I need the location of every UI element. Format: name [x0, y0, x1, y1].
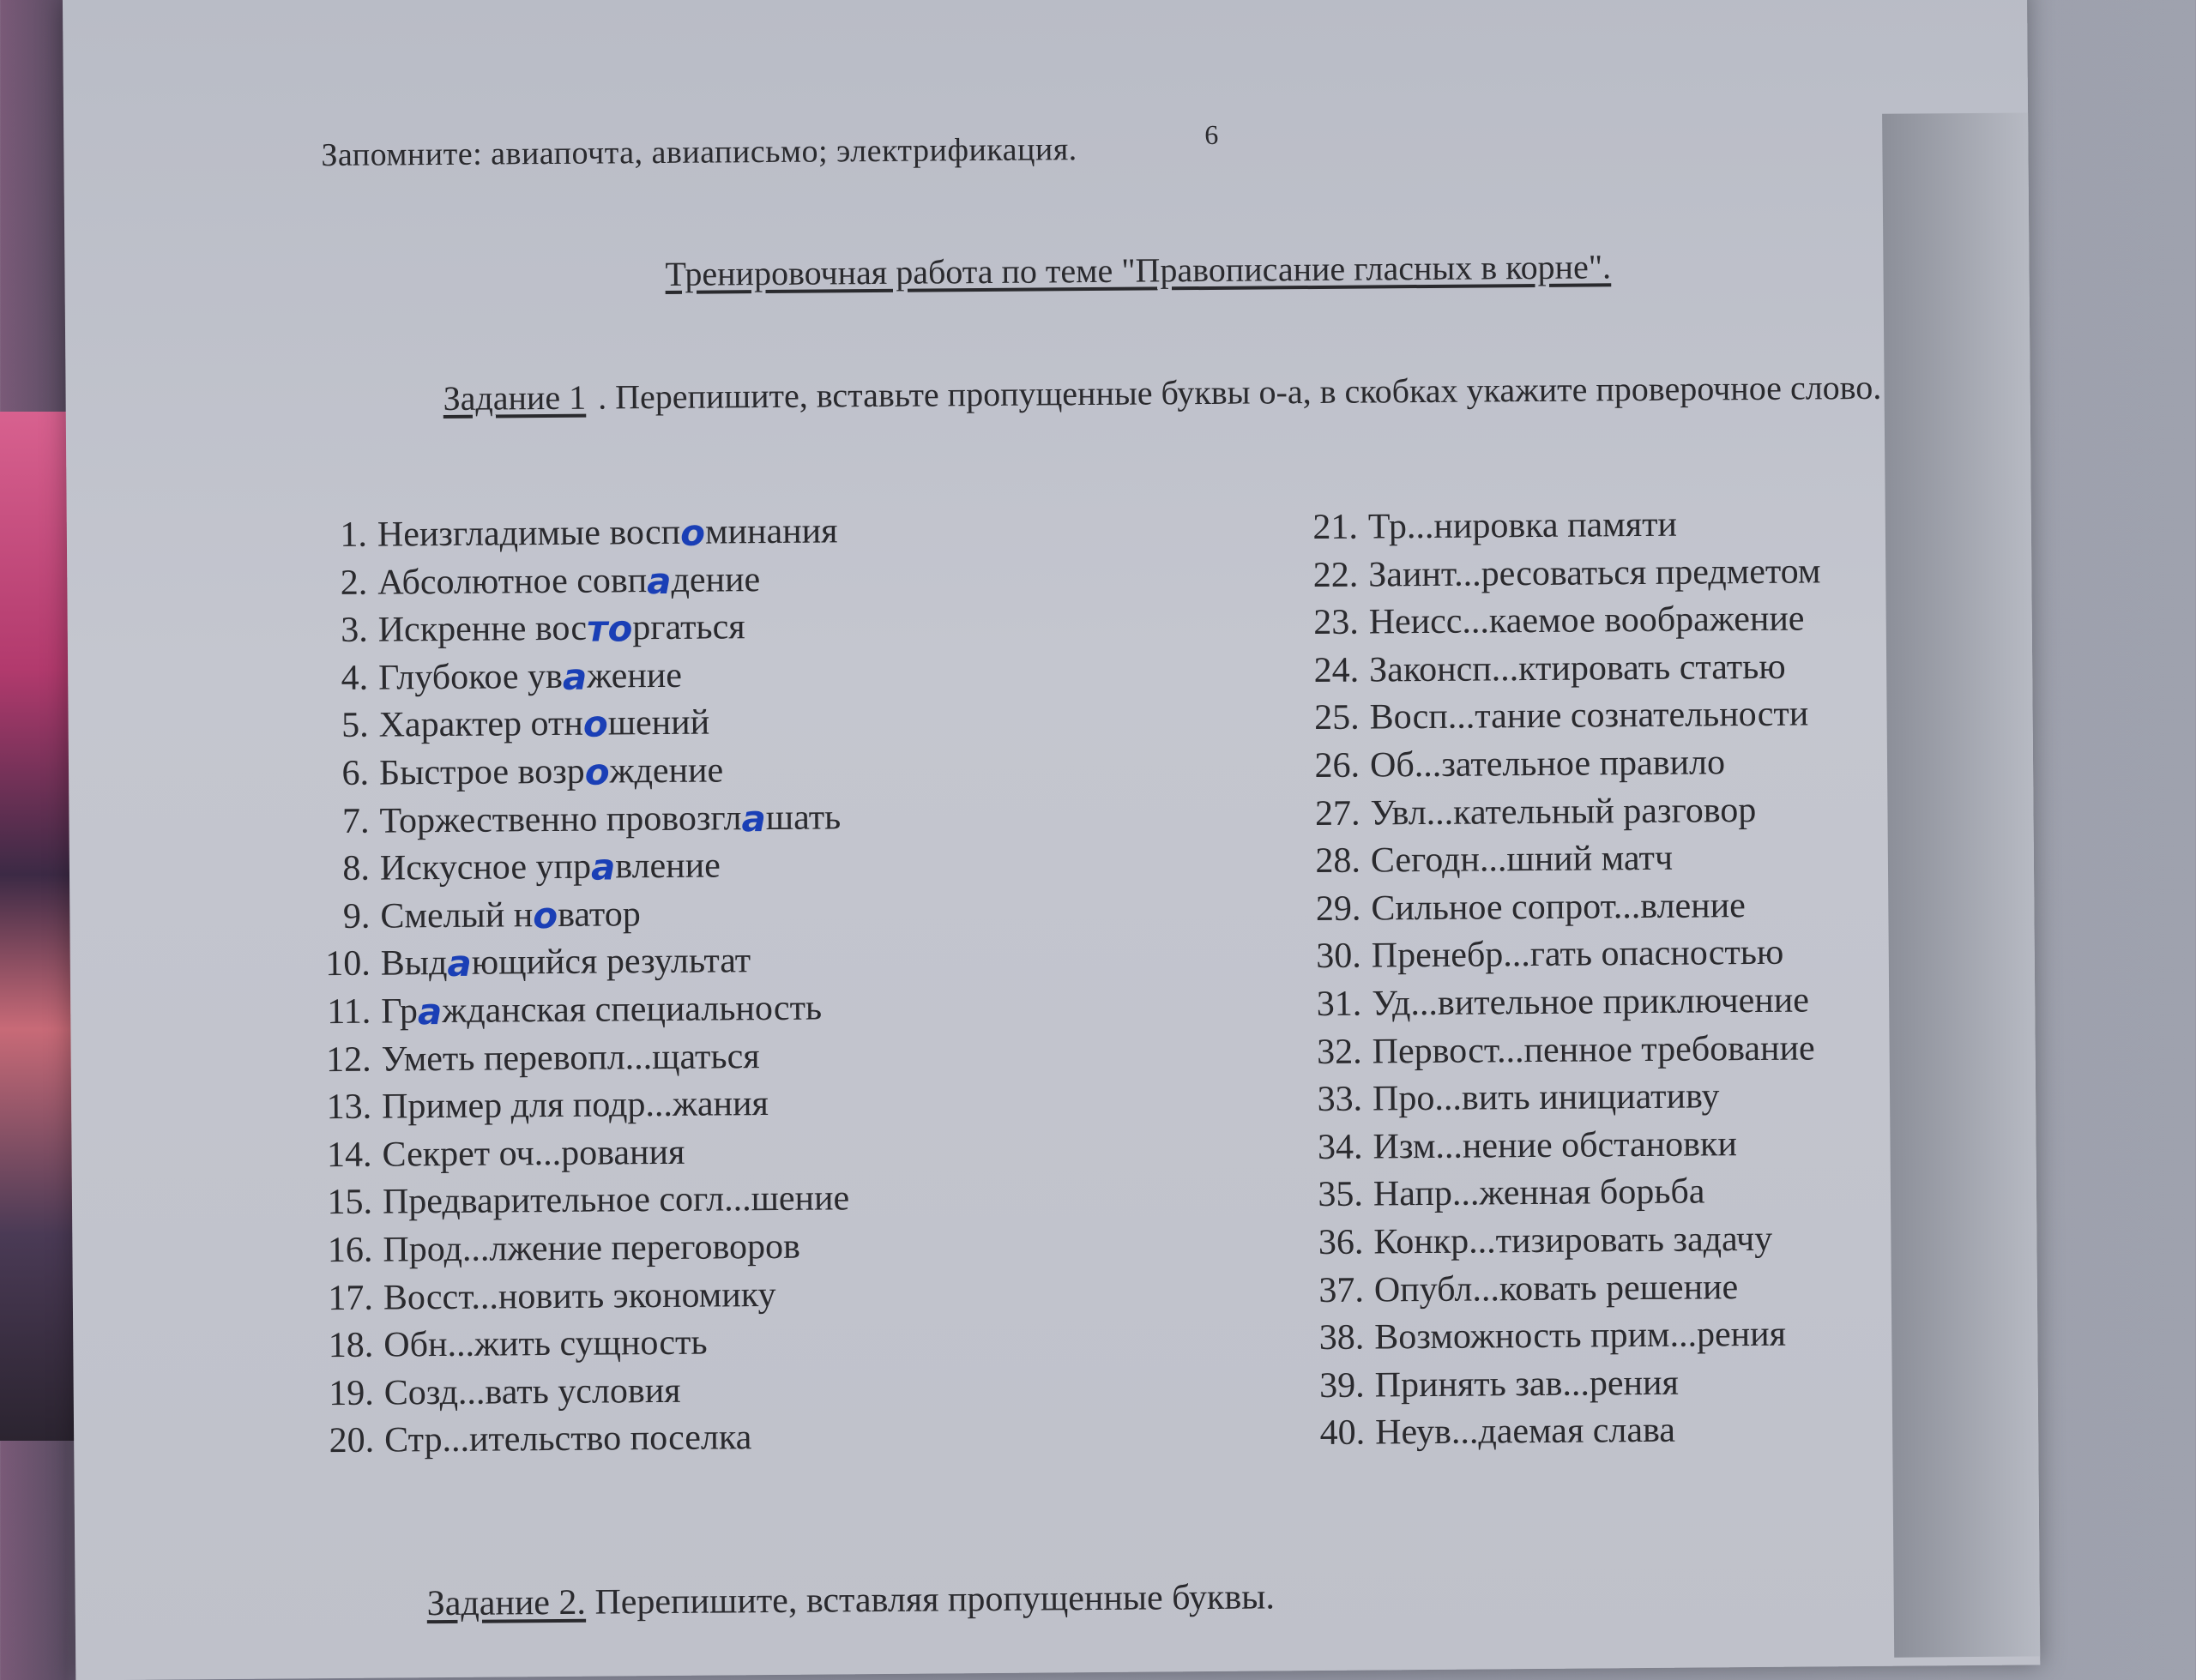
list-item	[321, 1173, 1179, 1227]
item-text: Торжественно провозгл	[379, 798, 742, 841]
list-item	[320, 1077, 1178, 1131]
item-text: Прод...лжение переговоров	[383, 1226, 801, 1270]
item-number: 26.	[1314, 745, 1360, 786]
task1-label: Задание 1	[443, 377, 587, 418]
item-number: 14.	[326, 1135, 372, 1175]
handwritten-letter: а	[562, 655, 588, 698]
handwritten-letter: а	[590, 846, 616, 888]
task1-instructions	[314, 363, 2047, 423]
item-text: Напр...женная борьба	[1372, 1171, 1705, 1214]
list-item	[317, 696, 1174, 750]
task1-text: . Перепишите, вставьте пропущенные буквы о-а, в скобках укажите проверочное слово.	[597, 367, 1882, 417]
item-number: 16.	[327, 1230, 373, 1270]
item-text: Тр...нировка памяти	[1367, 504, 1678, 547]
list-item	[1309, 832, 2081, 886]
item-text-rest: дение	[671, 559, 761, 600]
item-text: Искренне вос	[377, 608, 588, 650]
list-item	[319, 982, 1177, 1036]
list-item	[1308, 785, 2080, 839]
item-number: 5.	[341, 706, 369, 746]
list-item	[1312, 1261, 2084, 1315]
item-text: Заинт...ресоваться предметом	[1368, 551, 1821, 595]
list-item	[1306, 546, 2078, 600]
item-number: 25.	[1313, 697, 1360, 738]
handwritten-letter: а	[417, 990, 443, 1033]
list-item	[323, 1364, 1180, 1418]
item-text-rest: шений	[607, 702, 710, 744]
item-number: 28.	[1315, 840, 1361, 882]
item-number: 30.	[1316, 936, 1361, 977]
list-item	[321, 1220, 1179, 1274]
item-number: 37.	[1318, 1270, 1365, 1310]
item-text: Сильное сопрот...вление	[1371, 885, 1746, 929]
list-item	[319, 935, 1177, 989]
list-item	[1308, 737, 2080, 791]
list-item	[1306, 498, 2078, 552]
item-number: 29.	[1315, 888, 1361, 929]
item-text: Первост...пенное требование	[1372, 1027, 1815, 1072]
exercise-list-right	[1306, 498, 2086, 1458]
item-number: 31.	[1316, 984, 1362, 1024]
task2-label: Задание 2.	[426, 1582, 587, 1624]
list-item	[318, 839, 1176, 893]
item-text: Глубокое ув	[378, 656, 564, 698]
item-number: 1.	[340, 515, 368, 555]
list-item	[317, 744, 1175, 798]
item-number: 35.	[1318, 1174, 1364, 1215]
item-number: 13.	[326, 1087, 372, 1128]
item-text: Конкр...тизировать задачу	[1373, 1219, 1773, 1262]
handwritten-letter: о	[533, 894, 558, 936]
item-text: Смелый н	[380, 894, 534, 936]
list-item	[323, 1412, 1180, 1466]
item-number: 27.	[1314, 793, 1360, 834]
item-number: 19.	[329, 1373, 374, 1413]
list-item	[1307, 641, 2079, 695]
list-item	[316, 505, 1173, 559]
list-item	[1307, 689, 2079, 743]
item-text: Гр	[381, 991, 419, 1032]
handwritten-letter: то	[586, 607, 633, 650]
item-text-rest: жение	[587, 655, 683, 696]
list-item	[316, 553, 1173, 607]
list-item	[317, 648, 1174, 702]
item-text-rest: ватор	[557, 894, 641, 935]
item-text: Восст...новить экономику	[383, 1274, 776, 1318]
item-number: 21.	[1312, 507, 1359, 548]
list-item	[322, 1268, 1179, 1322]
item-number: 39.	[1319, 1365, 1365, 1406]
handwritten-letter: о	[584, 750, 610, 793]
handwritten-letter: а	[447, 942, 472, 985]
list-item	[1312, 1165, 2084, 1219]
list-item	[1307, 593, 2079, 647]
item-number: 10.	[325, 944, 371, 985]
item-number: 24.	[1313, 650, 1360, 690]
item-number: 34.	[1317, 1127, 1363, 1167]
item-text: Неув...даемая слава	[1374, 1411, 1676, 1453]
item-text: Обн...жить сущность	[383, 1322, 708, 1365]
item-number: 20.	[329, 1420, 375, 1461]
item-text: Восп...тание сознательности	[1369, 694, 1809, 738]
item-text: Про...вить инициативу	[1372, 1076, 1720, 1119]
item-text: Изм...нение обстановки	[1372, 1123, 1738, 1167]
item-text: Стр...ительство поселка	[383, 1418, 752, 1460]
item-number: 17.	[328, 1278, 374, 1318]
item-number: 40.	[1319, 1412, 1366, 1454]
item-text: Неизгладимые восп	[377, 512, 681, 555]
page-content	[63, 0, 2040, 1680]
item-text-rest: жданская специальность	[442, 988, 823, 1031]
handwritten-letter: а	[646, 559, 672, 602]
page-number: 6	[1204, 118, 1219, 151]
item-text-rest: вление	[615, 846, 721, 887]
list-item	[1310, 927, 2082, 981]
item-number: 33.	[1317, 1079, 1363, 1120]
item-number: 32.	[1316, 1032, 1362, 1072]
item-text-rest: шать	[765, 797, 842, 838]
item-text: Сегодн...шний матч	[1370, 838, 1674, 881]
handwritten-letter: о	[582, 702, 608, 746]
page-title: Тренировочная работа по теме "Правописание гласных в корне".	[665, 247, 1612, 293]
item-text: Уметь перевопл...щаться	[381, 1036, 760, 1080]
list-item	[1311, 1070, 2083, 1124]
book-page	[63, 0, 2040, 1680]
item-text-rest: ющийся результат	[471, 941, 751, 984]
item-number: 2.	[340, 563, 368, 603]
item-number: 3.	[341, 610, 368, 651]
item-number: 4.	[341, 658, 369, 698]
item-text: Секрет оч...рования	[382, 1132, 685, 1175]
item-text: Выд	[380, 943, 448, 984]
list-item	[1313, 1404, 2085, 1458]
item-number: 8.	[342, 848, 371, 889]
item-text-rest: ждение	[609, 750, 724, 792]
item-number: 36.	[1318, 1222, 1364, 1262]
task2-text: Перепишите, вставляя пропущенные буквы.	[585, 1577, 1276, 1623]
item-number: 23.	[1313, 602, 1359, 643]
list-item	[1310, 1023, 2082, 1077]
list-item	[1311, 1118, 2083, 1172]
exercise-list-left	[316, 505, 1181, 1466]
item-text: Искусное упр	[379, 846, 592, 888]
list-item	[318, 887, 1176, 941]
item-text: Законсп...ктировать статью	[1368, 647, 1786, 690]
item-number: 7.	[341, 801, 370, 841]
list-item	[1312, 1213, 2084, 1268]
list-item	[322, 1316, 1179, 1370]
list-item	[1309, 880, 2081, 934]
list-item	[317, 600, 1174, 654]
item-number: 9.	[342, 896, 371, 936]
item-text-rest: минания	[704, 511, 838, 552]
list-item	[1312, 1309, 2084, 1363]
item-text: Опубл...ковать решение	[1373, 1267, 1739, 1310]
item-text: Абсолютное совп	[377, 560, 648, 603]
item-text-rest: ргаться	[632, 607, 745, 648]
item-text: Неисс...каемое воображение	[1368, 599, 1805, 642]
item-text: Предварительное согл...шение	[382, 1178, 850, 1222]
item-number: 38.	[1318, 1317, 1365, 1358]
handwritten-letter: а	[741, 797, 767, 840]
item-text: Пренебр...гать опасностью	[1371, 933, 1784, 976]
item-number: 11.	[327, 991, 371, 1033]
item-text: Уд...вительное приключение	[1372, 980, 1810, 1024]
item-text: Характер отн	[378, 704, 584, 745]
remember-line: Запомните: авиапочта, авиаписьмо; электрификация.	[321, 131, 1077, 174]
item-number: 22.	[1312, 555, 1359, 595]
item-number: 15.	[327, 1182, 373, 1223]
item-number: 18.	[328, 1325, 374, 1366]
item-text: Созд...вать условия	[383, 1370, 681, 1413]
list-item	[320, 1125, 1178, 1179]
handwritten-letter: о	[679, 511, 706, 554]
list-item	[319, 1030, 1177, 1084]
item-text: Быстрое возр	[378, 751, 585, 793]
item-number: 12.	[326, 1039, 371, 1080]
background-clutter	[0, 412, 77, 1441]
item-text: Об...зательное правило	[1369, 743, 1726, 786]
item-text: Увл...кательный разговор	[1370, 790, 1757, 834]
list-item	[1310, 975, 2082, 1029]
task2-instructions	[426, 1576, 1275, 1624]
list-item	[1312, 1357, 2084, 1411]
item-text: Принять зав...рения	[1374, 1363, 1679, 1406]
item-number: 6.	[341, 753, 370, 793]
list-item	[317, 792, 1175, 846]
item-text: Возможность прим...рения	[1374, 1314, 1787, 1358]
item-text: Пример для подр...жания	[381, 1084, 769, 1127]
